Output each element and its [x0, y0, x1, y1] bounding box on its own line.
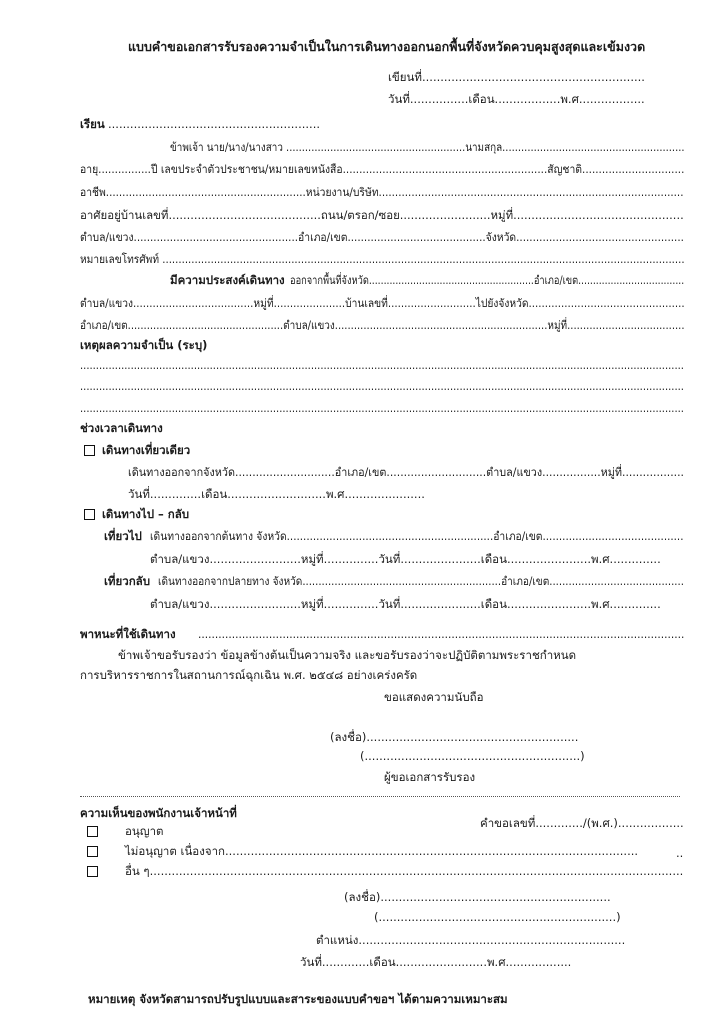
- applicant-age-id-field[interactable]: อายุ................ปี เลขประจำตัวประชาชน/หมายเลขหนังสือ..............................................................สัญชาติ...............................: [80, 162, 685, 176]
- form-title: แบบคำขอเอกสารรับรองความจำเป็นในการเดินทางออกนอกพื้นที่จังหวัดควบคุมสูงสุดและเข้มงวด: [128, 39, 646, 54]
- deny-checkbox[interactable]: [87, 846, 98, 857]
- applicant-name-field[interactable]: ข้าพเจ้า นาย/นาง/นางสาว .........................................................นามสกุล..........................................................: [170, 140, 685, 154]
- officer-position-field[interactable]: ตำแหน่ง.........................................................................: [316, 933, 626, 947]
- one-way-checkbox[interactable]: [84, 445, 95, 456]
- certification-line-1: ข้าพเจ้าขอรับรองว่า ข้อมูลข้างต้นเป็นความจริง และขอรับรองว่าจะปฏิบัติตามพระราชกำหนด: [118, 648, 577, 662]
- officer-heading: ความเห็นของพนักงานเจ้าหน้าที่: [80, 806, 237, 820]
- other-reason-field[interactable]: อื่น ๆ..................................................................................................................................................: [125, 864, 684, 878]
- approve-label: อนุญาต: [125, 824, 164, 838]
- outbound-detail-field[interactable]: ตำบล/แขวง.........................หมู่ที่...............วันที่......................เดือน.......................พ.ศ..............: [150, 552, 661, 566]
- request-number-field[interactable]: คำขอเลขที่............./(พ.ศ.)..................: [480, 816, 684, 830]
- section-divider: [80, 796, 680, 797]
- return-label: เที่ยวกลับ: [104, 574, 151, 588]
- applicant-signature-field[interactable]: (ลงชื่อ)..........................................................: [330, 730, 579, 744]
- officer-printed-name-field[interactable]: (.................................................................): [374, 910, 621, 924]
- applicant-printed-name-field[interactable]: (...........................................................): [360, 749, 585, 763]
- footer-note: หมายเหตุ จังหวัดสามารถปรับรูปแบบและสาระของแบบคำขอฯ ได้ตามความเหมาะสม: [88, 992, 508, 1006]
- officer-date-field[interactable]: วันที่.............เดือน.........................พ.ศ..................: [300, 955, 572, 969]
- written-at-field[interactable]: เขียนที่.............................................................: [388, 70, 645, 84]
- closing-text: ขอแสดงความนับถือ: [384, 690, 484, 704]
- one-way-label: เดินทางเที่ยวเดียว: [102, 443, 191, 457]
- purpose-label: มีความประสงค์เดินทาง: [170, 273, 285, 287]
- purpose-destination-field[interactable]: อำเภอ/เขต.................................................ตำบล/แขวง...................................................................หมู่ที่.....................................: [80, 318, 685, 332]
- reason-line-1[interactable]: ...............................................................................................................................................................................................: [80, 358, 684, 372]
- vehicle-field[interactable]: ................................................................................................................................................: [198, 627, 685, 641]
- applicant-role-label: ผู้ขอเอกสารรับรอง: [384, 770, 476, 784]
- return-detail-field[interactable]: ตำบล/แขวง.........................หมู่ที่...............วันที่......................เดือน.......................พ.ศ..............: [150, 597, 661, 611]
- applicant-phone-field[interactable]: หมายเลขโทรศัพท์ ..................................................................................................................................................................: [80, 252, 685, 266]
- applicant-address-field[interactable]: อาศัยอยู่บ้านเลขที่..........................................ถนน/ตรอก/ซอย.........................หมู่ที่...............................................: [80, 208, 684, 222]
- applicant-job-field[interactable]: อาชีพ.............................................................หน่วยงาน/บริษัท.............................................................................................: [80, 185, 684, 199]
- deny-trailing-dots: ..: [676, 846, 684, 860]
- salutation-field[interactable]: ..........................................................: [108, 117, 321, 131]
- round-trip-label: เดินทางไป – กลับ: [102, 507, 190, 521]
- applicant-subdistrict-field[interactable]: ตำบล/แขวง..................................................อำเภอ/เขต..........................................จังหวัด...................................................: [80, 230, 684, 244]
- outbound-origin-field[interactable]: เดินทางออกจากต้นทาง จังหวัด...............................................................อำเภอ/เขต...........................................: [150, 529, 684, 543]
- reason-line-2[interactable]: ...............................................................................................................................................................................................: [80, 379, 684, 393]
- return-origin-field[interactable]: เดินทางออกจากปลายทาง จังหวัด..............................................................อำเภอ/เขต..........................................: [158, 574, 684, 588]
- reason-heading: เหตุผลความจำเป็น (ระบุ): [80, 338, 208, 352]
- approve-checkbox[interactable]: [87, 826, 98, 837]
- salutation-label: เรียน: [80, 117, 105, 131]
- one-way-date-field[interactable]: วันที่..............เดือน...........................พ.ศ......................: [128, 487, 425, 501]
- header-date-field[interactable]: วันที่................เดือน..................พ.ศ..................: [388, 92, 645, 106]
- certification-line-2: การบริหารราชการในสถานการณ์ฉุกเฉิน พ.ศ. ๒๕๔๘ อย่างเคร่งครัด: [80, 668, 418, 682]
- one-way-origin-field[interactable]: เดินทางออกจากจังหวัด.............................อำเภอ/เขต.............................ตำบล/แขวง.................หมู่ที่..................: [128, 465, 684, 479]
- outbound-label: เที่ยวไป: [104, 529, 142, 543]
- purpose-origin-field[interactable]: ออกจากพื้นที่จังหวัด........................................................อำเภอ/เขต....................................: [290, 273, 685, 287]
- vehicle-label: พาหนะที่ใช้เดินทาง: [80, 627, 176, 641]
- deny-reason-field[interactable]: ไม่อนุญาต เนื่องจาก.................................................................................................................: [125, 844, 639, 858]
- travel-period-heading: ช่วงเวลาเดินทาง: [80, 421, 163, 435]
- round-trip-checkbox[interactable]: [84, 509, 95, 520]
- purpose-address-field[interactable]: ตำบล/แขวง.....................................หมู่ที่......................บ้านเลขที่...........................ไปยังจังหวัด................................................: [80, 296, 685, 310]
- reason-line-3[interactable]: ...............................................................................................................................................................................................: [80, 401, 684, 415]
- other-checkbox[interactable]: [87, 866, 98, 877]
- officer-signature-field[interactable]: (ลงชื่อ)...............................................................: [344, 890, 611, 904]
